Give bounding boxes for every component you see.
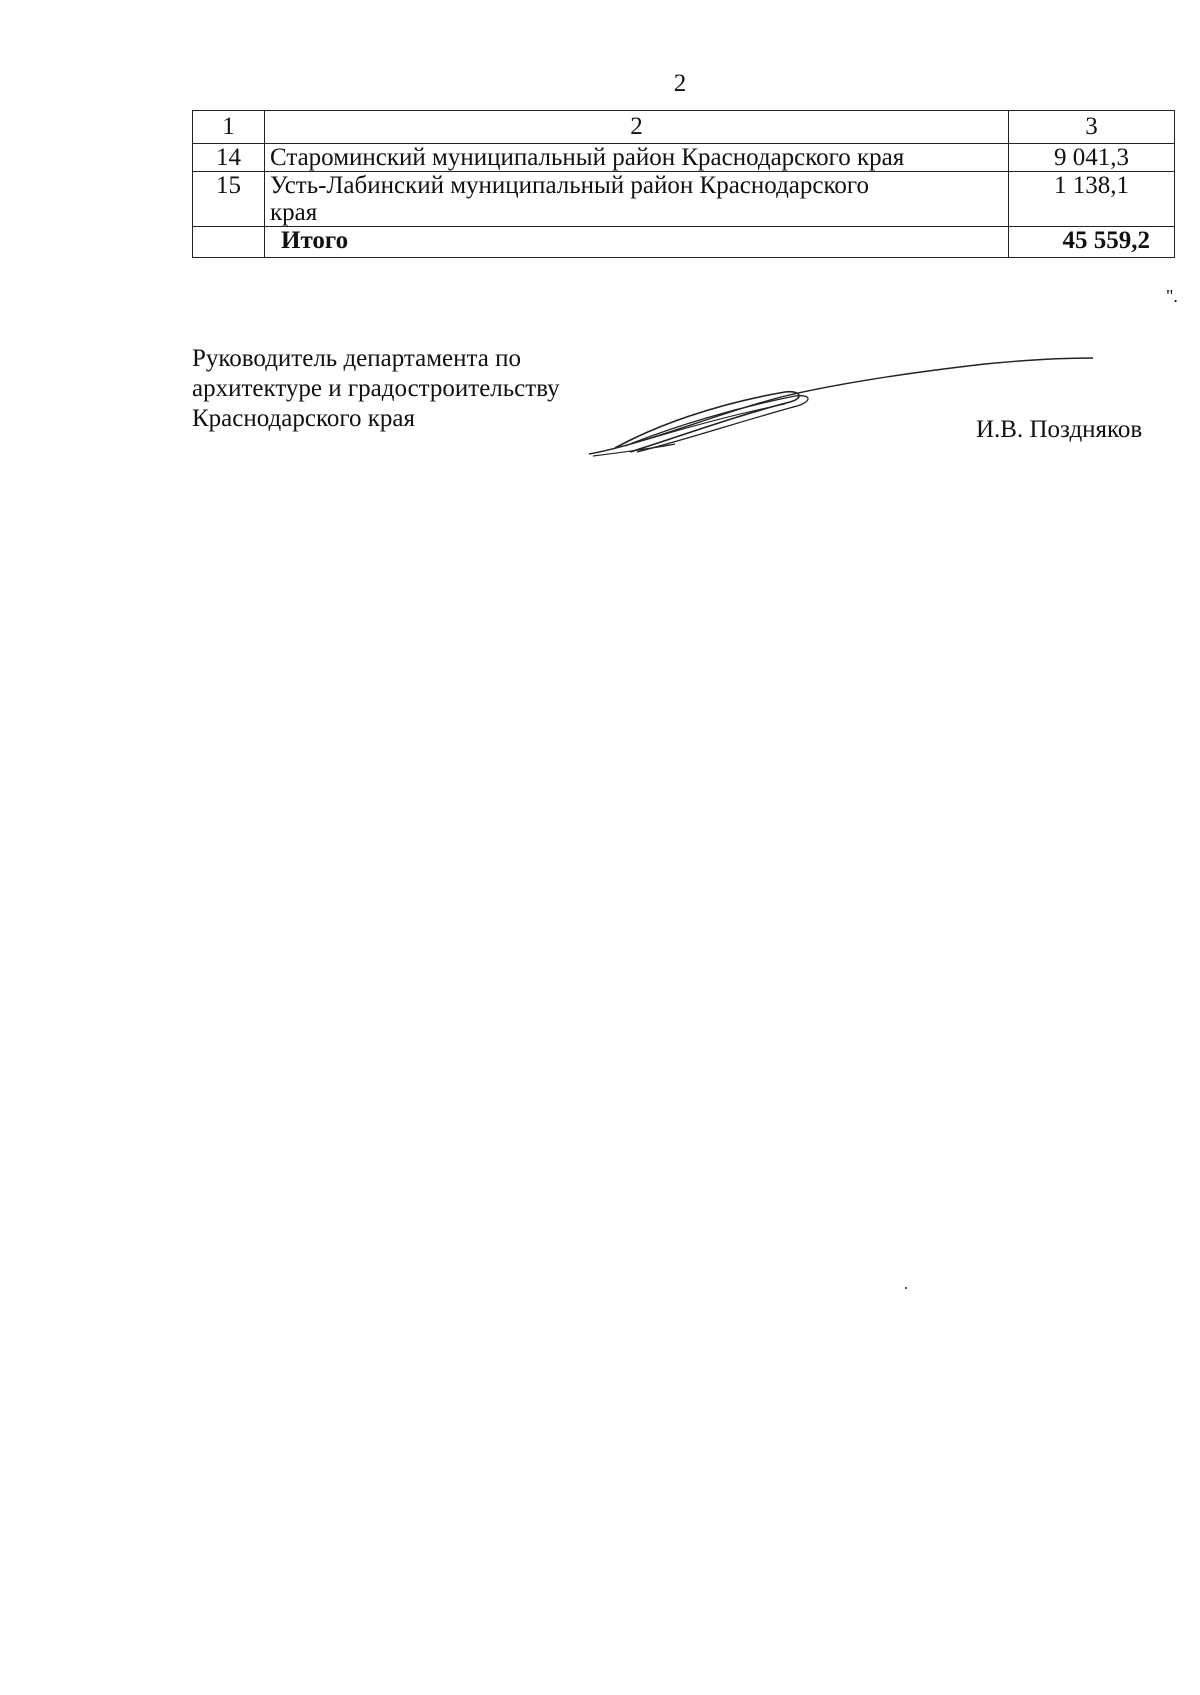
signer-name: И.В. Поздняков bbox=[976, 416, 1143, 443]
row-amount: 9 041,3 bbox=[1009, 144, 1175, 172]
total-label: Итого bbox=[265, 227, 1009, 258]
page-number: 2 bbox=[673, 70, 687, 97]
header-cell-col2: 2 bbox=[265, 111, 1009, 144]
row-municipality bbox=[265, 172, 1009, 227]
signer-title bbox=[192, 344, 560, 434]
row-municipality-line2: края bbox=[270, 199, 318, 226]
header-cell-col3: 3 bbox=[1009, 111, 1175, 144]
table-row bbox=[193, 144, 1175, 172]
row-municipality-line1: Усть-Лабинский муниципальный район Краснодарского bbox=[270, 172, 869, 199]
row-municipality: Староминский муниципальный район Краснодарского края bbox=[265, 144, 1009, 172]
table-row bbox=[193, 172, 1175, 227]
header-cell-col1: 1 bbox=[193, 111, 265, 144]
signer-title-line: Руководитель департамента по bbox=[192, 345, 521, 372]
row-number: 15 bbox=[193, 172, 265, 227]
total-empty-cell bbox=[193, 227, 265, 258]
scan-speck bbox=[905, 1287, 907, 1289]
closing-quote: ". bbox=[1166, 286, 1178, 306]
total-amount: 45 559,2 bbox=[1009, 227, 1175, 258]
total-row bbox=[193, 227, 1175, 258]
allocation-table bbox=[192, 110, 1175, 258]
handwritten-signature bbox=[585, 352, 1095, 462]
signer-title-line: Краснодарского края bbox=[192, 405, 415, 432]
row-amount: 1 138,1 bbox=[1009, 172, 1175, 227]
signer-title-line: архитектуре и градостроительству bbox=[192, 375, 560, 402]
row-number: 14 bbox=[193, 144, 265, 172]
table-header-row bbox=[193, 111, 1175, 144]
